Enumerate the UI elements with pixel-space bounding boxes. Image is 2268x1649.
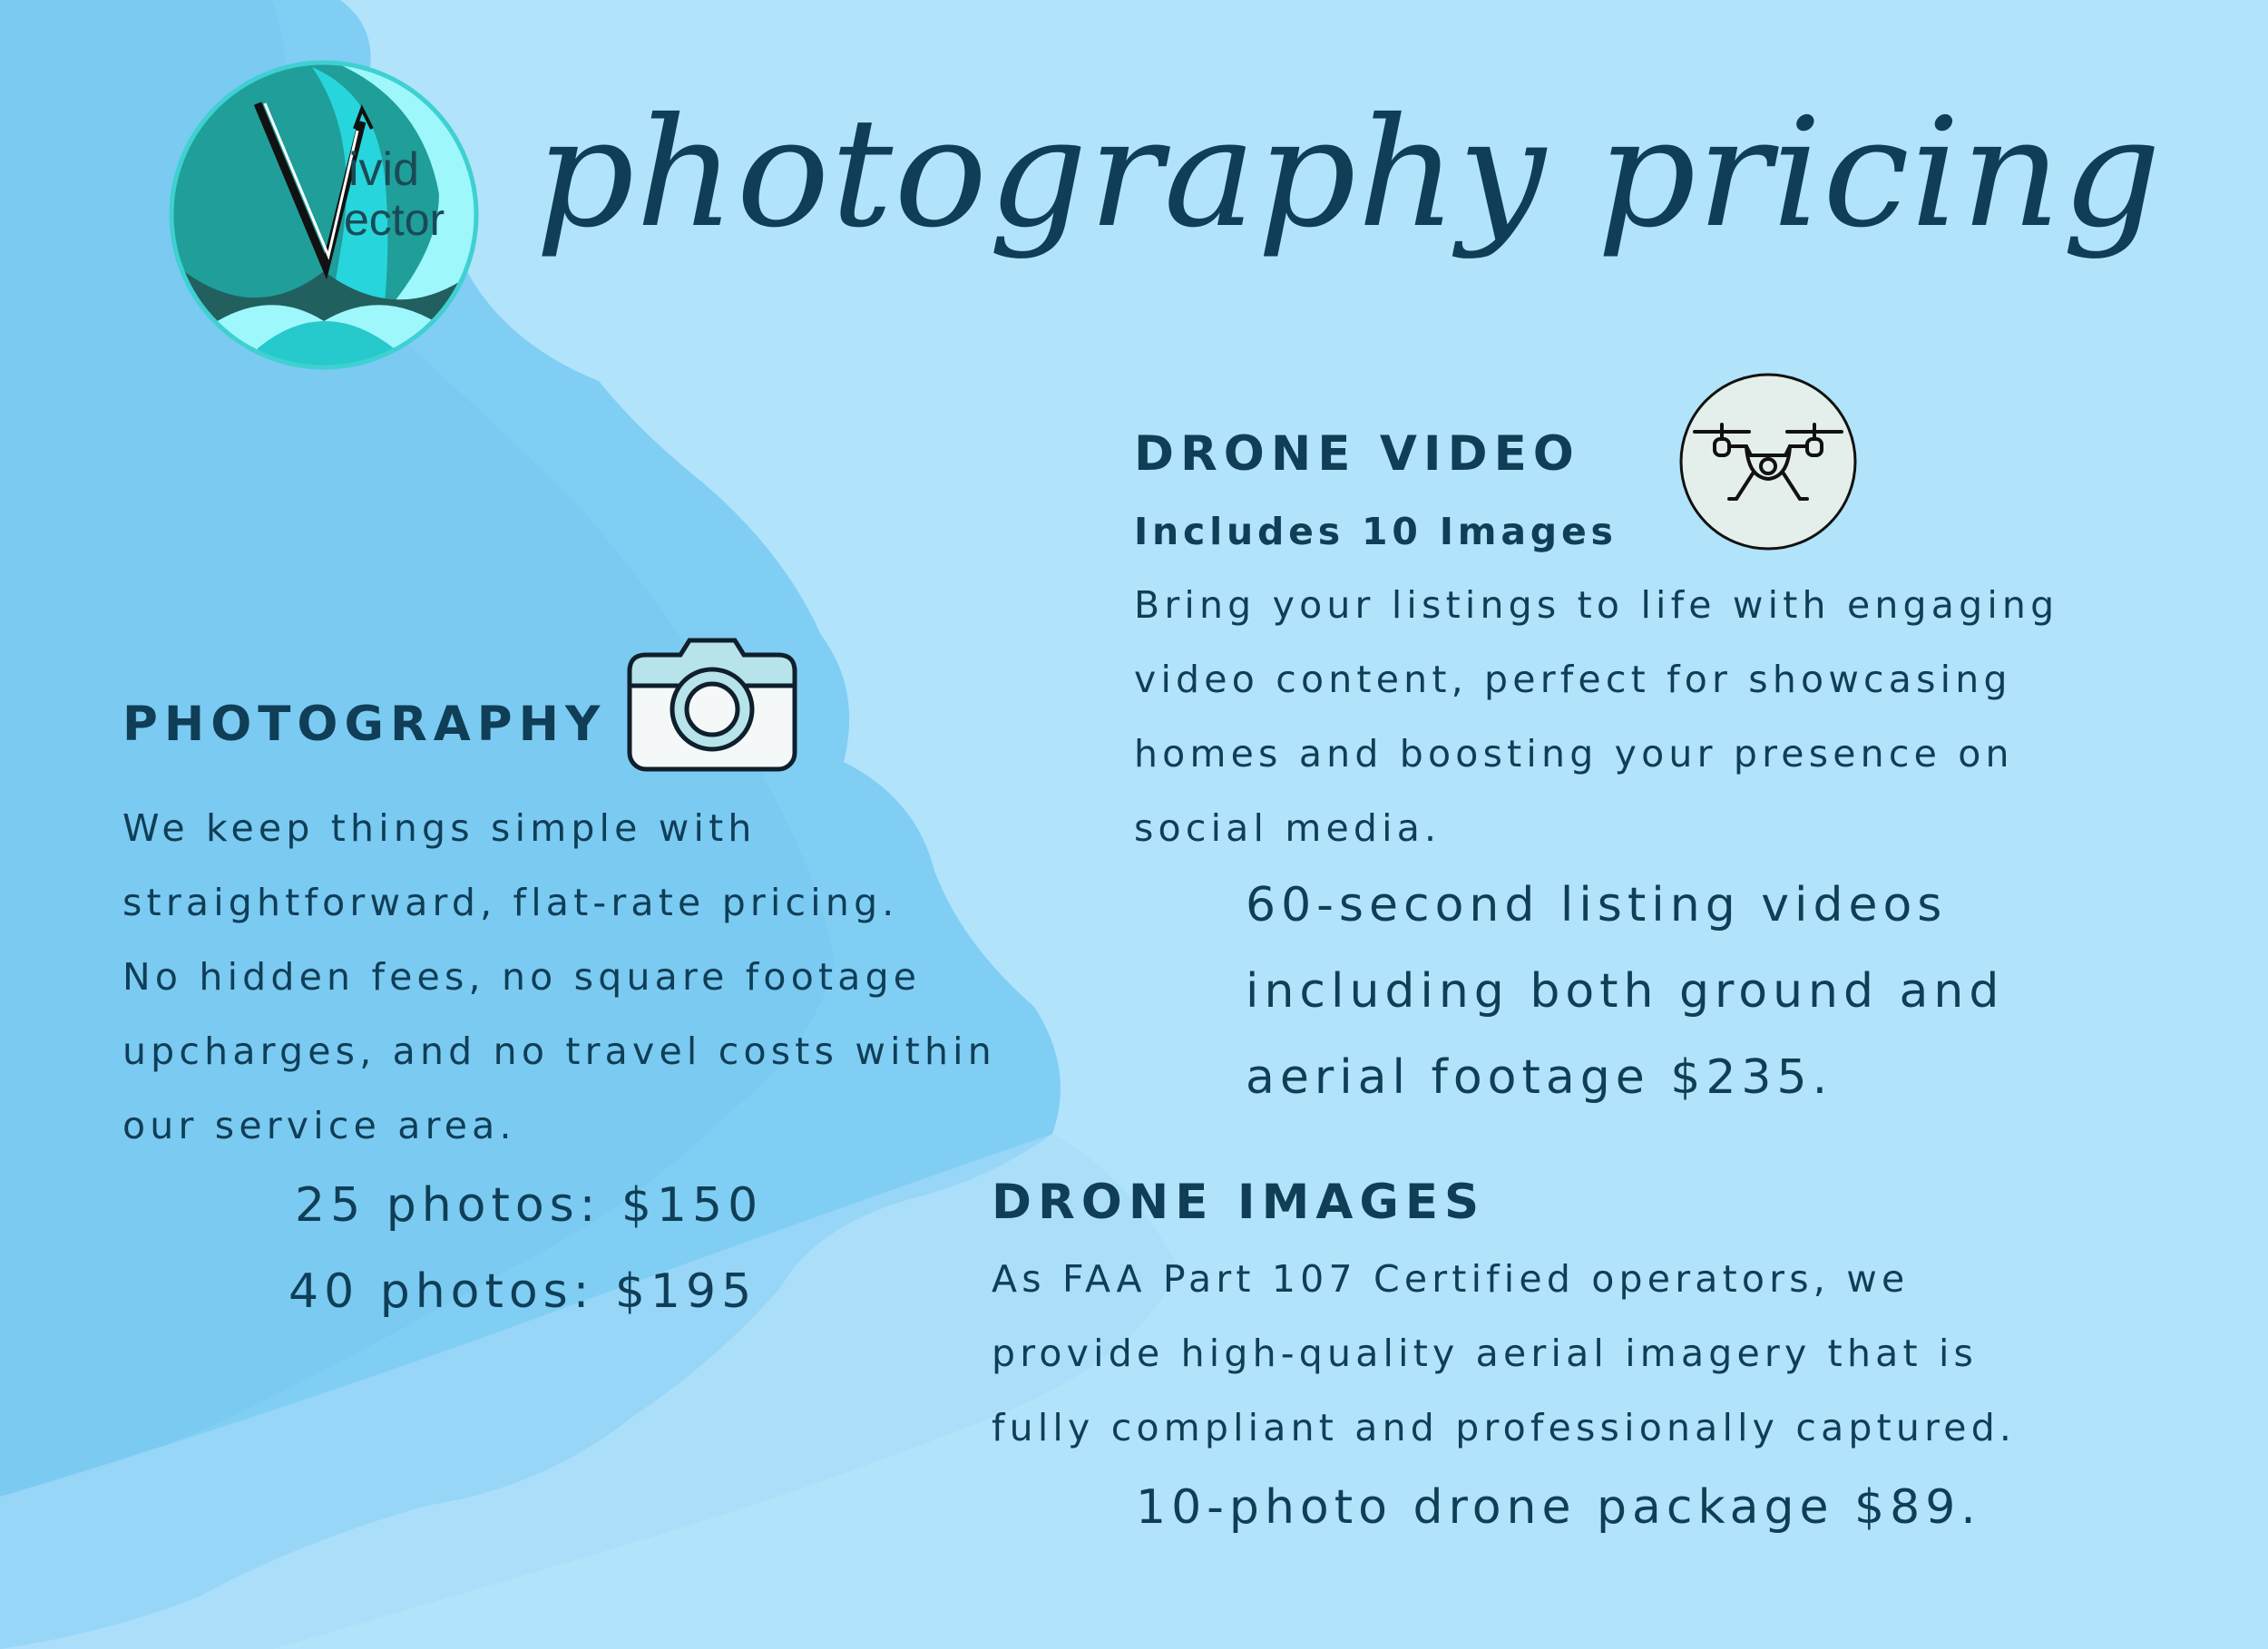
photography-description-line: our service area. bbox=[122, 1104, 516, 1147]
drone-images-description-line: As FAA Part 107 Certified operators, we bbox=[992, 1257, 1910, 1301]
photography-description-line: No hidden fees, no square footage bbox=[122, 955, 922, 999]
drone-video-subheading: Includes 10 Images bbox=[1134, 510, 1618, 553]
drone-video-price-line: including both ground and bbox=[1246, 964, 2005, 1019]
drone-video-description-line: homes and boosting your presence on bbox=[1134, 732, 2014, 776]
vivid-vector-logo bbox=[167, 58, 481, 372]
photography-heading: PHOTOGRAPHY bbox=[122, 697, 607, 752]
photography-price: 25 photos: $150 bbox=[295, 1178, 764, 1233]
drone-video-price-line: 60-second listing videos bbox=[1246, 878, 1948, 932]
photography-description-line: upcharges, and no travel costs within bbox=[122, 1029, 996, 1073]
camera-icon bbox=[626, 635, 798, 773]
drone-video-heading: DRONE VIDEO bbox=[1134, 426, 1580, 482]
drone-icon bbox=[1678, 372, 1858, 551]
drone-video-price-line: aerial footage $235. bbox=[1246, 1050, 1833, 1105]
drone-images-heading: DRONE IMAGES bbox=[992, 1175, 1486, 1230]
photography-description-line: We keep things simple with bbox=[122, 806, 757, 850]
drone-images-price: 10-photo drone package $89. bbox=[1136, 1480, 1981, 1535]
drone-images-description-line: provide high-quality aerial imagery that is bbox=[992, 1332, 1979, 1375]
drone-video-description-line: social media. bbox=[1134, 806, 1442, 850]
page-title: photography pricing bbox=[535, 86, 2163, 261]
photography-description-line: straightforward, flat-rate pricing. bbox=[122, 881, 899, 924]
drone-video-description-line: Bring your listings to life with engaging bbox=[1134, 583, 2059, 627]
logo-word-vector: ector bbox=[344, 194, 445, 245]
photography-price: 40 photos: $195 bbox=[288, 1264, 758, 1319]
drone-video-description-line: video content, perfect for showcasing bbox=[1134, 658, 2012, 701]
drone-images-description-line: fully compliant and professionally captured. bbox=[992, 1406, 2017, 1449]
logo-word-vivid: ivid bbox=[348, 143, 420, 196]
